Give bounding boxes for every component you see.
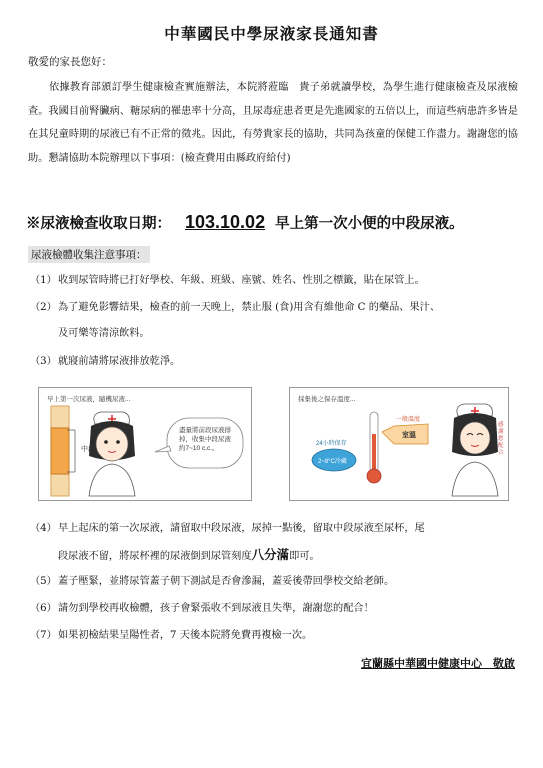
note-text: 蓋子壓緊，並將尿管蓋子朝下測試是否會滲漏，蓋妥後帶回學校交給老師。 xyxy=(58,576,395,587)
note-number: （1） xyxy=(30,275,57,286)
note-item-7 xyxy=(30,623,522,649)
note-number: （5） xyxy=(30,576,57,587)
note-continuation-end: 即可。 xyxy=(289,551,320,562)
note-continuation: 及可樂等清涼飲料。 xyxy=(58,328,150,339)
salutation: 敬愛的家長您好： xyxy=(28,56,112,68)
figure-left-bubble: 盡量將前段尿液排掉，收集中段尿液約7~10 c.c.。 xyxy=(179,427,231,452)
note-text: 為了避免影響結果，檢查的前一天晚上，禁止服 (食)用含有維他命 C 的藥品、果汁、 xyxy=(58,302,441,313)
note-continuation xyxy=(30,542,522,570)
intro-paragraph: 依據教育部頒訂學生健康檢查實施辦法，本院將蒞臨 貴子弟就讀學校，為學生進行健康檢查及尿液檢查。我國目前腎臟病、糖尿病的罹患率十分高，且尿毒症患者更是先進國家的五倍以上，而這些病患許多皆是在其兒童時期的尿液已有不正常的徵兆。因此，有勞貴家長的協助，共同為孩童的保健工作盡力。謝謝您的協助。懇請協助本院辦理以下事項：(檢查費用由縣政府給付) xyxy=(28,82,518,164)
note-text: 就寢前請將尿液排放乾淨。 xyxy=(58,356,181,367)
note-item-4 xyxy=(30,516,522,570)
note-item-1 xyxy=(30,268,522,294)
note-item-3 xyxy=(30,349,522,375)
note-item-6 xyxy=(30,596,522,622)
figure-right-thanks: 感謝您配合 xyxy=(498,422,504,456)
note-text: 請勿到學校再收檢體，孩子會緊張收不到尿液且失準，謝謝您的配合！ xyxy=(58,603,374,614)
figure-right-hours: 24小時保存 xyxy=(316,441,347,447)
note-number: （7） xyxy=(30,630,57,641)
collection-date-line xyxy=(26,212,526,233)
figure-left-title: 早上第一次尿液，隨機尿液... xyxy=(47,396,131,403)
note-item-5 xyxy=(30,569,522,595)
collection-suffix: 早上第一次小便的中段尿液。 xyxy=(275,215,464,232)
note-item-2 xyxy=(30,295,522,347)
note-text: 收到尿管時將已打好學校、年級、班級、座號、姓名、性別之標籤，貼在尿管上。 xyxy=(58,275,425,286)
figure-right-cold: 2~8°C冷藏 xyxy=(318,459,347,465)
figure-left-bar-label: 中段 xyxy=(81,446,95,453)
signature: 宜蘭縣中華國中健康中心 敬啟 xyxy=(361,657,515,670)
note-continuation-text: 段尿液不留，將尿杯裡的尿液倒到尿管刻度 xyxy=(58,551,252,562)
figure-right-title: 採集後之保存溫度... xyxy=(298,396,356,403)
collection-date: 103.10.02 xyxy=(185,212,266,232)
note-text: 早上起床的第一次尿液，請留取中段尿液，尿掉一點後，留取中段尿液至尿杯，尾 xyxy=(58,523,425,534)
eighty-percent-emphasis: 八分滿 xyxy=(251,547,290,562)
note-number: （3） xyxy=(30,356,57,367)
midstream-collection-figure xyxy=(38,387,252,501)
notice-title: 中華國民中學尿液家長通知書 xyxy=(164,24,379,43)
note-text: 如果初檢結果呈陽性者，7 天後本院將免費再複檢一次。 xyxy=(58,630,313,641)
figure-right-normal-temp: 一般溫度 xyxy=(396,417,421,423)
note-number: （4） xyxy=(30,523,57,534)
note-number: （6） xyxy=(30,603,57,614)
collection-prefix: ※尿液檢查收取日期： xyxy=(26,215,171,232)
note-number: （2） xyxy=(30,302,57,313)
figure-right-room: 室溫 xyxy=(402,432,416,439)
notes-heading: 尿液檢體收集注意事項： xyxy=(28,246,150,263)
storage-temperature-figure xyxy=(289,387,509,501)
